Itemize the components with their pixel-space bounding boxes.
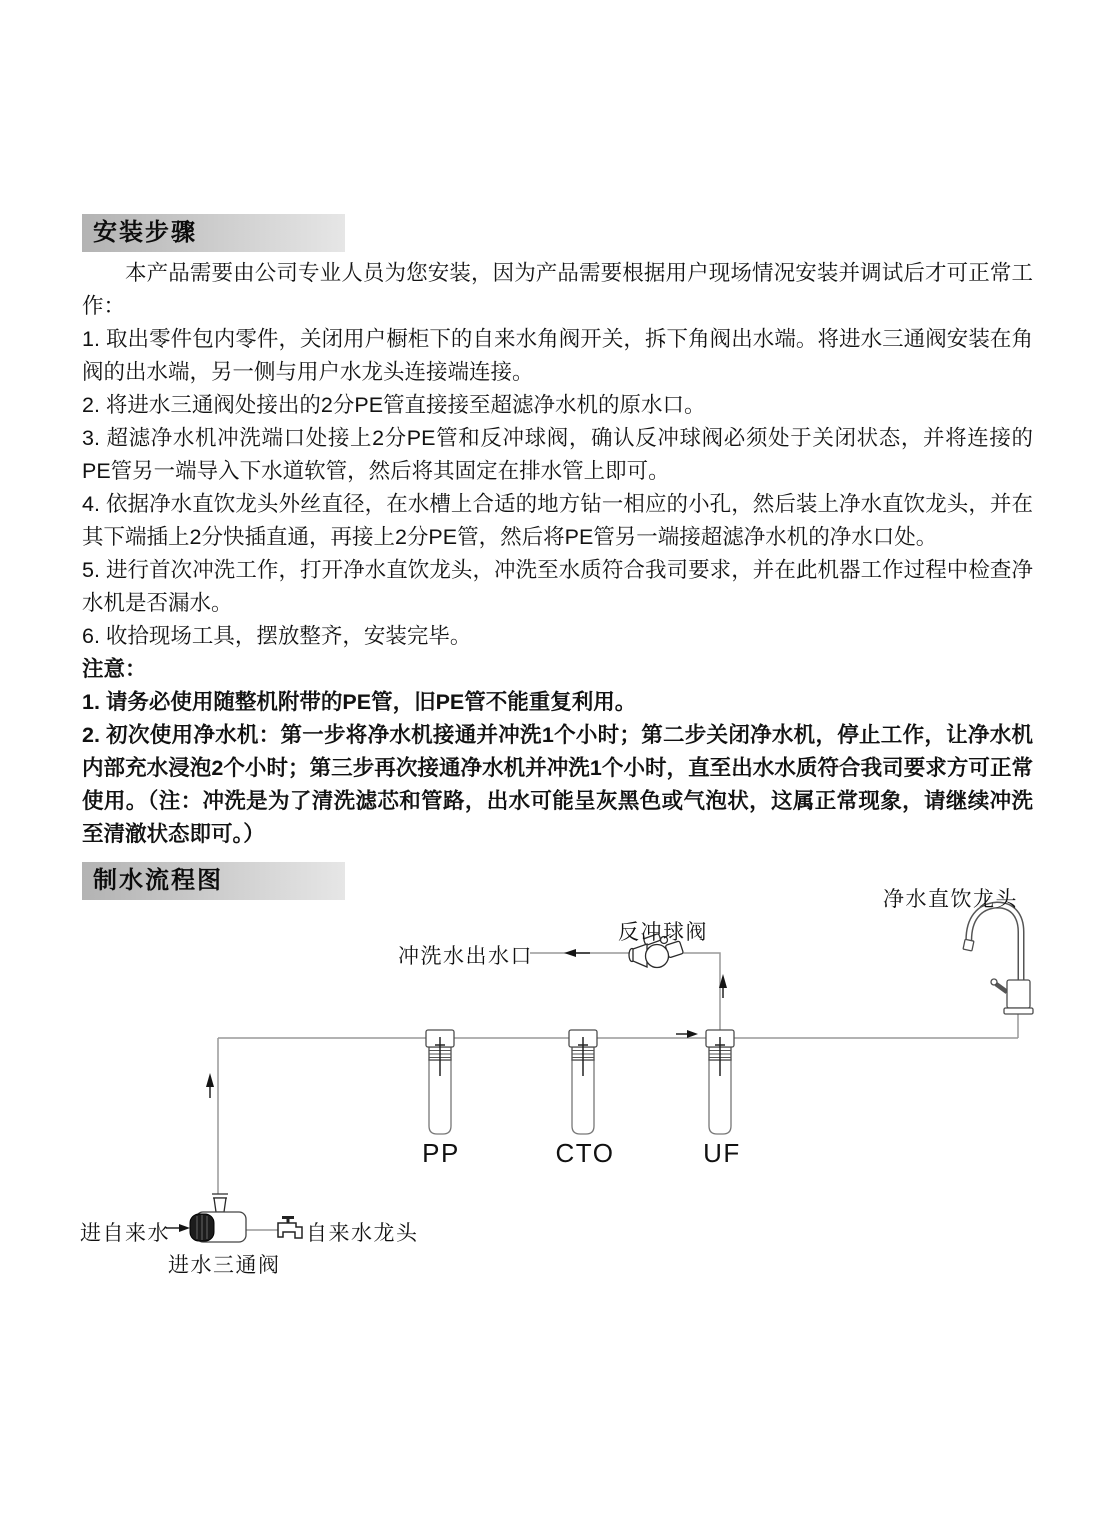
label-filter-pp: PP: [422, 1138, 460, 1168]
install-intro: 本产品需要由公司专业人员为您安装，因为产品需要根据用户现场情况安装并调试后才可正常工作：: [82, 261, 1033, 318]
label-tap-water-in: 进自来水: [80, 1222, 170, 1245]
filter-uf-icon: [706, 1030, 734, 1134]
filter-cto-icon: [569, 1030, 597, 1134]
install-step: 5. 进行首次冲洗工作，打开净水直饮龙头，冲洗至水质符合我司要求，并在此机器工作过程中检查净水机是否漏水。: [82, 558, 1033, 615]
note-heading: 注意：: [82, 657, 147, 681]
install-step: 1. 取出零件包内零件，关闭用户橱柜下的自来水角阀开关，拆下角阀出水端。将进水三通阀安装在角阀的出水端，另一侧与用户水龙头连接端连接。: [82, 327, 1033, 384]
label-purified-faucet: 净水直饮龙头: [883, 888, 1018, 911]
install-notes: [82, 686, 1033, 851]
kitchen-tap-icon: [278, 1216, 302, 1238]
purified-faucet-icon: [963, 905, 1033, 1014]
label-filter-uf: UF: [703, 1138, 741, 1168]
arrow-left-flush: [564, 949, 590, 957]
install-text: [82, 257, 1033, 851]
install-steps: [82, 323, 1033, 653]
install-step: 4. 依据净水直饮龙头外丝直径，在水槽上合适的地方钻一相应的小孔，然后装上净水直饮龙头，并在其下端插上2分快插直通，再接上2分PE管，然后将PE管另一端接超滤净水机的净水口处。: [82, 492, 1033, 549]
label-backwash-valve: 反冲球阀: [618, 921, 708, 944]
label-tap-water-faucet: 自来水龙头: [306, 1222, 419, 1245]
label-three-way-valve: 进水三通阀: [168, 1254, 281, 1277]
pipes: [218, 953, 1018, 1230]
install-step: 6. 收拾现场工具，摆放整齐，安装完毕。: [82, 624, 472, 648]
filter-pp-icon: [426, 1030, 454, 1134]
flow-diagram: [0, 880, 1093, 1320]
flow-diagram-svg: [0, 880, 1093, 1320]
install-section-title: 安装步骤: [82, 214, 345, 252]
install-step: 2. 将进水三通阀处接出的2分PE管直接接至超滤净水机的原水口。: [82, 393, 706, 417]
pipe-flush: [530, 953, 720, 1032]
install-note: 1. 请务必使用随整机附带的PE管，旧PE管不能重复利用。: [82, 690, 637, 714]
install-step: 3. 超滤净水机冲洗端口处接上2分PE管和反冲球阀，确认反冲球阀必须处于关闭状态，并将连接的PE管另一端导入下水道软管，然后将其固定在排水管上即可。: [82, 426, 1033, 483]
install-note: 2. 初次使用净水机：第一步将净水机接通并冲洗1个小时；第二步关闭净水机，停止工作，让净水机内部充水浸泡2个小时；第三步再次接通净水机并冲洗1个小时，直至出水水质符合我司要求方可正常使用。（注：冲洗是为了清洗滤芯和管路，出水可能呈灰黑色或气泡状，这属正常现象，请继续冲洗至清澈状态即可。）: [82, 723, 1033, 846]
arrow-right-main: [676, 1030, 698, 1038]
three-way-valve-icon: [190, 1194, 246, 1242]
arrow-up-left-riser: [206, 1073, 214, 1098]
diagram-section-title: 制水流程图: [82, 862, 345, 900]
label-flush-outlet: 冲洗水出水口: [398, 945, 533, 968]
label-filter-cto: CTO: [555, 1138, 615, 1168]
